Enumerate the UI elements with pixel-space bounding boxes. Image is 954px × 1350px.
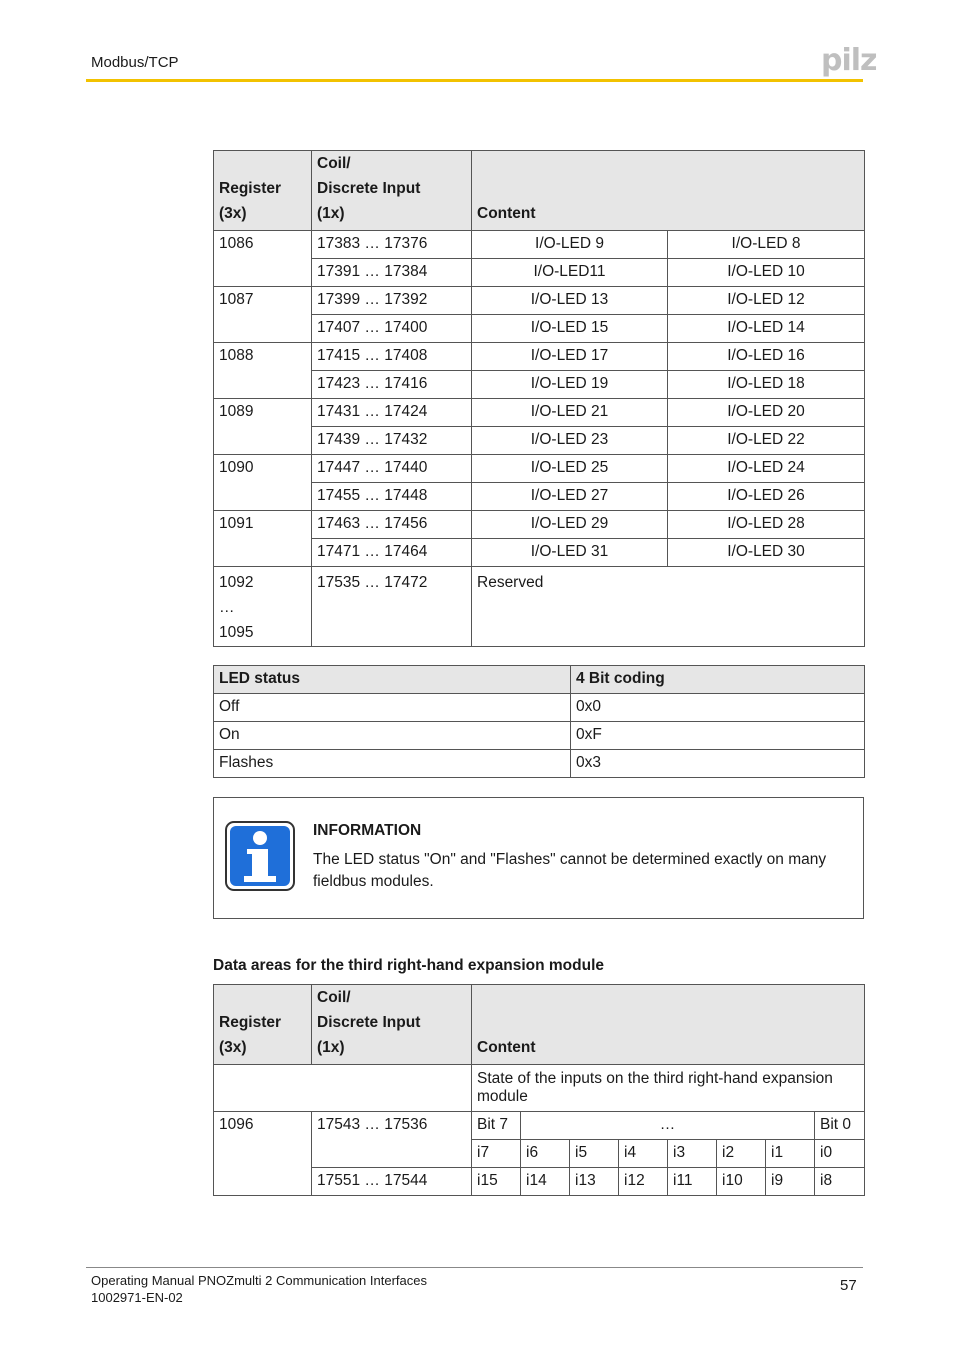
coil-cell: 17551 … 17544 — [312, 1168, 472, 1196]
table-row — [214, 231, 865, 259]
bit-cell: i5 — [570, 1140, 619, 1168]
content-cell: I/O-LED11 — [472, 259, 668, 287]
information-text: The LED status "On" and "Flashes" cannot be determined exactly on many fieldbus modules. — [313, 851, 827, 890]
header-register: Register (3x) — [214, 151, 312, 231]
bit-cell: i9 — [766, 1168, 815, 1196]
information-title: INFORMATION — [313, 822, 422, 839]
register-cell: 1086 — [214, 231, 312, 287]
information-box — [213, 797, 864, 919]
bit-cell: i3 — [668, 1140, 717, 1168]
content-cell: I/O-LED 23 — [472, 427, 668, 455]
register-cell: 1090 — [214, 455, 312, 511]
content-cell: I/O-LED 27 — [472, 483, 668, 511]
table-row — [214, 1112, 865, 1140]
bit-cell: i4 — [619, 1140, 668, 1168]
table-row — [214, 371, 865, 399]
content-cell: I/O-LED 21 — [472, 399, 668, 427]
table-row — [214, 455, 865, 483]
bit-cell: i10 — [717, 1168, 766, 1196]
header-bit-coding: 4 Bit coding — [571, 666, 865, 694]
coil-cell: 17415 … 17408 — [312, 343, 472, 371]
content-cell: I/O-LED 20 — [668, 399, 865, 427]
header-coil: Coil/ Discrete Input (1x) — [312, 985, 472, 1065]
table-row — [214, 1168, 865, 1196]
status-cell: On — [214, 722, 571, 750]
content-cell: I/O-LED 18 — [668, 371, 865, 399]
bit-cell: i0 — [815, 1140, 865, 1168]
footer-rule — [86, 1267, 863, 1268]
bit-high-label: Bit 7 — [472, 1112, 521, 1140]
bit-cell: i12 — [619, 1168, 668, 1196]
coil-cell: 17407 … 17400 — [312, 315, 472, 343]
content-cell: I/O-LED 22 — [668, 427, 865, 455]
table-row — [214, 343, 865, 371]
content-cell: I/O-LED 14 — [668, 315, 865, 343]
content-cell: I/O-LED 13 — [472, 287, 668, 315]
information-icon — [225, 821, 295, 891]
content-cell: I/O-LED 9 — [472, 231, 668, 259]
header-content: Content — [472, 151, 865, 231]
header-register: Register (3x) — [214, 985, 312, 1065]
coil-cell: 17399 … 17392 — [312, 287, 472, 315]
content-cell: I/O-LED 8 — [668, 231, 865, 259]
bit-cell: i7 — [472, 1140, 521, 1168]
header-coil: Coil/ Discrete Input (1x) — [312, 151, 472, 231]
table-row — [214, 259, 865, 287]
header-rule — [86, 79, 863, 82]
bit-cell: i14 — [521, 1168, 570, 1196]
table-row — [214, 427, 865, 455]
bit-cell: i8 — [815, 1168, 865, 1196]
coil-cell: 17391 … 17384 — [312, 259, 472, 287]
state-description: State of the inputs on the third right-hand expansion module — [472, 1065, 865, 1112]
led-status-table — [213, 665, 865, 778]
coil-cell: 17447 … 17440 — [312, 455, 472, 483]
table-row — [214, 722, 865, 750]
content-cell: I/O-LED 19 — [472, 371, 668, 399]
coil-cell: 17455 … 17448 — [312, 483, 472, 511]
coil-cell: 17383 … 17376 — [312, 231, 472, 259]
status-cell: Off — [214, 694, 571, 722]
empty-cell — [214, 1065, 472, 1112]
content-cell: I/O-LED 28 — [668, 511, 865, 539]
bit-cell: i13 — [570, 1168, 619, 1196]
expansion-module-table — [213, 984, 865, 1196]
content-cell: I/O-LED 17 — [472, 343, 668, 371]
register-cell: 1087 — [214, 287, 312, 343]
coding-cell: 0x3 — [571, 750, 865, 778]
coil-cell: 17543 … 17536 — [312, 1112, 472, 1168]
coil-cell: 17431 … 17424 — [312, 399, 472, 427]
bit-cell: i6 — [521, 1140, 570, 1168]
header-led-status: LED status — [214, 666, 571, 694]
content-cell: Reserved — [472, 567, 865, 647]
table-row — [214, 315, 865, 343]
section-heading: Data areas for the third right-hand expansion module — [213, 957, 604, 974]
table-row — [214, 539, 865, 567]
table-row — [214, 511, 865, 539]
coding-cell: 0xF — [571, 722, 865, 750]
bit-cell: i11 — [668, 1168, 717, 1196]
header-content: Content — [472, 985, 865, 1065]
bit-cell: i15 — [472, 1168, 521, 1196]
reserved-row — [214, 567, 865, 647]
coil-cell: 17471 … 17464 — [312, 539, 472, 567]
led-register-table — [213, 150, 865, 647]
register-cell: 1096 — [214, 1112, 312, 1196]
bit-low-label: Bit 0 — [815, 1112, 865, 1140]
content-cell: I/O-LED 30 — [668, 539, 865, 567]
content-cell: I/O-LED 25 — [472, 455, 668, 483]
content-cell: I/O-LED 26 — [668, 483, 865, 511]
bit-cell: i2 — [717, 1140, 766, 1168]
content-cell: I/O-LED 12 — [668, 287, 865, 315]
register-cell: 1088 — [214, 343, 312, 399]
header-title: Modbus/TCP — [91, 54, 179, 71]
content-cell: I/O-LED 29 — [472, 511, 668, 539]
register-cell: 1092 … 1095 — [214, 567, 312, 647]
coil-cell: 17463 … 17456 — [312, 511, 472, 539]
table-row — [214, 694, 865, 722]
coding-cell: 0x0 — [571, 694, 865, 722]
coil-cell: 17535 … 17472 — [312, 567, 472, 647]
footer-document-number: 1002971-EN-02 — [91, 1290, 183, 1305]
content-cell: I/O-LED 24 — [668, 455, 865, 483]
content-cell: I/O-LED 15 — [472, 315, 668, 343]
register-cell: 1089 — [214, 399, 312, 455]
bit-ellipsis: … — [521, 1112, 815, 1140]
content-cell: I/O-LED 10 — [668, 259, 865, 287]
table-row — [214, 399, 865, 427]
table-row — [214, 750, 865, 778]
coil-cell: 17439 … 17432 — [312, 427, 472, 455]
coil-cell: 17423 … 17416 — [312, 371, 472, 399]
register-cell: 1091 — [214, 511, 312, 567]
footer-manual-title: Operating Manual PNOZmulti 2 Communication Interfaces — [91, 1273, 427, 1288]
pilz-logo: pilz — [821, 43, 877, 78]
status-cell: Flashes — [214, 750, 571, 778]
table-row — [214, 483, 865, 511]
page-number: 57 — [840, 1277, 857, 1294]
content-cell: I/O-LED 31 — [472, 539, 668, 567]
bit-cell: i1 — [766, 1140, 815, 1168]
content-cell: I/O-LED 16 — [668, 343, 865, 371]
table-row — [214, 1065, 865, 1112]
table-row — [214, 287, 865, 315]
